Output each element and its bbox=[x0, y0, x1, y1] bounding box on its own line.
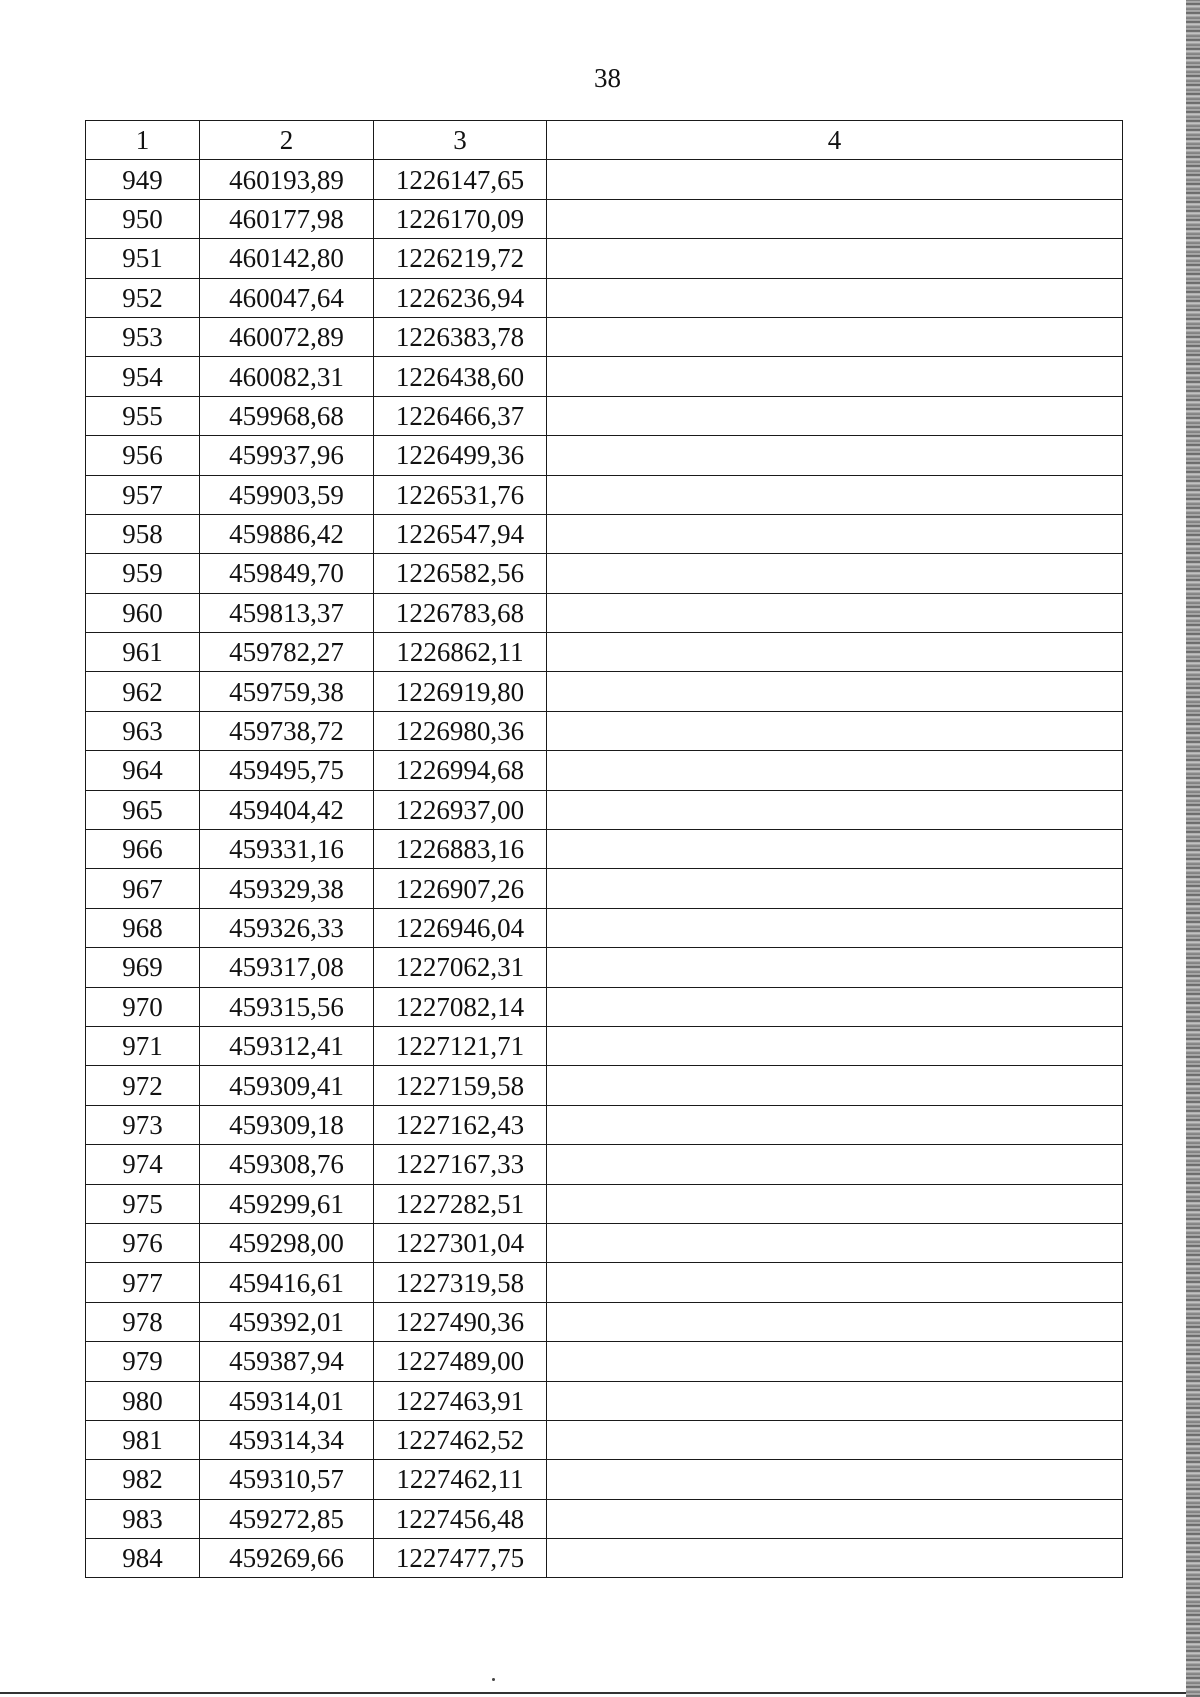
x-coordinate-cell: 459387,94 bbox=[200, 1342, 374, 1381]
table-row bbox=[86, 1302, 1123, 1341]
x-coordinate-cell: 459759,38 bbox=[200, 672, 374, 711]
x-coordinate-cell: 459495,75 bbox=[200, 751, 374, 790]
table-row bbox=[86, 396, 1123, 435]
note-cell bbox=[547, 1223, 1123, 1262]
y-coordinate-cell: 1226438,60 bbox=[374, 357, 547, 396]
point-number-cell: 952 bbox=[86, 278, 200, 317]
x-coordinate-cell: 459886,42 bbox=[200, 514, 374, 553]
table-header bbox=[86, 121, 1123, 160]
note-cell bbox=[547, 633, 1123, 672]
note-cell bbox=[547, 751, 1123, 790]
x-coordinate-cell: 460142,80 bbox=[200, 239, 374, 278]
table-row bbox=[86, 1184, 1123, 1223]
point-number-cell: 963 bbox=[86, 711, 200, 750]
point-number-cell: 973 bbox=[86, 1105, 200, 1144]
point-number-cell: 964 bbox=[86, 751, 200, 790]
x-coordinate-cell: 459404,42 bbox=[200, 790, 374, 829]
y-coordinate-cell: 1227462,11 bbox=[374, 1460, 547, 1499]
note-cell bbox=[547, 317, 1123, 356]
point-number-cell: 965 bbox=[86, 790, 200, 829]
x-coordinate-cell: 460082,31 bbox=[200, 357, 374, 396]
y-coordinate-cell: 1226383,78 bbox=[374, 317, 547, 356]
y-coordinate-cell: 1226147,65 bbox=[374, 160, 547, 199]
table-row bbox=[86, 908, 1123, 947]
header-cell-2: 2 bbox=[200, 121, 374, 160]
table-row bbox=[86, 1145, 1123, 1184]
note-cell bbox=[547, 987, 1123, 1026]
note-cell bbox=[547, 1145, 1123, 1184]
x-coordinate-cell: 460193,89 bbox=[200, 160, 374, 199]
point-number-cell: 970 bbox=[86, 987, 200, 1026]
point-number-cell: 955 bbox=[86, 396, 200, 435]
point-number-cell: 982 bbox=[86, 1460, 200, 1499]
note-cell bbox=[547, 1026, 1123, 1065]
point-number-cell: 958 bbox=[86, 514, 200, 553]
note-cell bbox=[547, 593, 1123, 632]
table-row bbox=[86, 1539, 1123, 1578]
y-coordinate-cell: 1227121,71 bbox=[374, 1026, 547, 1065]
y-coordinate-cell: 1226170,09 bbox=[374, 199, 547, 238]
x-coordinate-cell: 459813,37 bbox=[200, 593, 374, 632]
y-coordinate-cell: 1227463,91 bbox=[374, 1381, 547, 1420]
table-row bbox=[86, 1105, 1123, 1144]
point-number-cell: 967 bbox=[86, 869, 200, 908]
point-number-cell: 974 bbox=[86, 1145, 200, 1184]
table-row bbox=[86, 239, 1123, 278]
note-cell bbox=[547, 1184, 1123, 1223]
header-row bbox=[86, 121, 1123, 160]
table-row bbox=[86, 711, 1123, 750]
x-coordinate-cell: 459315,56 bbox=[200, 987, 374, 1026]
y-coordinate-cell: 1226783,68 bbox=[374, 593, 547, 632]
note-cell bbox=[547, 1263, 1123, 1302]
note-cell bbox=[547, 475, 1123, 514]
table-row bbox=[86, 436, 1123, 475]
x-coordinate-cell: 459331,16 bbox=[200, 830, 374, 869]
table-row bbox=[86, 1420, 1123, 1459]
y-coordinate-cell: 1227167,33 bbox=[374, 1145, 547, 1184]
table-row bbox=[86, 1381, 1123, 1420]
x-coordinate-cell: 459310,57 bbox=[200, 1460, 374, 1499]
y-coordinate-cell: 1227301,04 bbox=[374, 1223, 547, 1262]
table-row bbox=[86, 1499, 1123, 1538]
table-row bbox=[86, 317, 1123, 356]
point-number-cell: 983 bbox=[86, 1499, 200, 1538]
table-row bbox=[86, 830, 1123, 869]
x-coordinate-cell: 460072,89 bbox=[200, 317, 374, 356]
table-row bbox=[86, 1066, 1123, 1105]
x-coordinate-cell: 459849,70 bbox=[200, 554, 374, 593]
table-row bbox=[86, 987, 1123, 1026]
note-cell bbox=[547, 278, 1123, 317]
note-cell bbox=[547, 711, 1123, 750]
note-cell bbox=[547, 514, 1123, 553]
x-coordinate-cell: 459392,01 bbox=[200, 1302, 374, 1341]
x-coordinate-cell: 459299,61 bbox=[200, 1184, 374, 1223]
y-coordinate-cell: 1227489,00 bbox=[374, 1342, 547, 1381]
y-coordinate-cell: 1226937,00 bbox=[374, 790, 547, 829]
bottom-edge-line bbox=[0, 1692, 1186, 1694]
table-row bbox=[86, 948, 1123, 987]
note-cell bbox=[547, 1460, 1123, 1499]
y-coordinate-cell: 1227477,75 bbox=[374, 1539, 547, 1578]
y-coordinate-cell: 1226219,72 bbox=[374, 239, 547, 278]
page-number: 38 bbox=[594, 63, 621, 93]
note-cell bbox=[547, 1105, 1123, 1144]
table-row bbox=[86, 199, 1123, 238]
y-coordinate-cell: 1226236,94 bbox=[374, 278, 547, 317]
point-number-cell: 968 bbox=[86, 908, 200, 947]
y-coordinate-cell: 1227082,14 bbox=[374, 987, 547, 1026]
point-number-cell: 975 bbox=[86, 1184, 200, 1223]
header-cell-4: 4 bbox=[547, 121, 1123, 160]
point-number-cell: 951 bbox=[86, 239, 200, 278]
note-cell bbox=[547, 1539, 1123, 1578]
point-number-cell: 956 bbox=[86, 436, 200, 475]
note-cell bbox=[547, 396, 1123, 435]
table-row bbox=[86, 357, 1123, 396]
point-number-cell: 950 bbox=[86, 199, 200, 238]
y-coordinate-cell: 1226946,04 bbox=[374, 908, 547, 947]
table-row bbox=[86, 1460, 1123, 1499]
x-coordinate-cell: 459738,72 bbox=[200, 711, 374, 750]
y-coordinate-cell: 1226582,56 bbox=[374, 554, 547, 593]
point-number-cell: 971 bbox=[86, 1026, 200, 1065]
table-row bbox=[86, 1223, 1123, 1262]
coordinates-table bbox=[85, 120, 1123, 1578]
note-cell bbox=[547, 948, 1123, 987]
x-coordinate-cell: 460047,64 bbox=[200, 278, 374, 317]
x-coordinate-cell: 459937,96 bbox=[200, 436, 374, 475]
y-coordinate-cell: 1226466,37 bbox=[374, 396, 547, 435]
x-coordinate-cell: 459326,33 bbox=[200, 908, 374, 947]
point-number-cell: 953 bbox=[86, 317, 200, 356]
x-coordinate-cell: 459312,41 bbox=[200, 1026, 374, 1065]
y-coordinate-cell: 1226980,36 bbox=[374, 711, 547, 750]
point-number-cell: 959 bbox=[86, 554, 200, 593]
y-coordinate-cell: 1226907,26 bbox=[374, 869, 547, 908]
table-row bbox=[86, 475, 1123, 514]
point-number-cell: 966 bbox=[86, 830, 200, 869]
x-coordinate-cell: 459309,18 bbox=[200, 1105, 374, 1144]
point-number-cell: 977 bbox=[86, 1263, 200, 1302]
point-number-cell: 954 bbox=[86, 357, 200, 396]
note-cell bbox=[547, 1066, 1123, 1105]
table-row bbox=[86, 790, 1123, 829]
table-row bbox=[86, 278, 1123, 317]
point-number-cell: 972 bbox=[86, 1066, 200, 1105]
x-coordinate-cell: 459416,61 bbox=[200, 1263, 374, 1302]
table-row bbox=[86, 160, 1123, 199]
x-coordinate-cell: 459308,76 bbox=[200, 1145, 374, 1184]
note-cell bbox=[547, 1342, 1123, 1381]
header-cell-3: 3 bbox=[374, 121, 547, 160]
note-cell bbox=[547, 1420, 1123, 1459]
y-coordinate-cell: 1227456,48 bbox=[374, 1499, 547, 1538]
y-coordinate-cell: 1226994,68 bbox=[374, 751, 547, 790]
note-cell bbox=[547, 1381, 1123, 1420]
table-row bbox=[86, 554, 1123, 593]
x-coordinate-cell: 459272,85 bbox=[200, 1499, 374, 1538]
x-coordinate-cell: 459317,08 bbox=[200, 948, 374, 987]
table-row bbox=[86, 672, 1123, 711]
point-number-cell: 962 bbox=[86, 672, 200, 711]
table-row bbox=[86, 1263, 1123, 1302]
y-coordinate-cell: 1226531,76 bbox=[374, 475, 547, 514]
point-number-cell: 984 bbox=[86, 1539, 200, 1578]
point-number-cell: 981 bbox=[86, 1420, 200, 1459]
x-coordinate-cell: 460177,98 bbox=[200, 199, 374, 238]
point-number-cell: 978 bbox=[86, 1302, 200, 1341]
note-cell bbox=[547, 672, 1123, 711]
note-cell bbox=[547, 239, 1123, 278]
y-coordinate-cell: 1226499,36 bbox=[374, 436, 547, 475]
note-cell bbox=[547, 908, 1123, 947]
table-row bbox=[86, 869, 1123, 908]
note-cell bbox=[547, 554, 1123, 593]
point-number-cell: 957 bbox=[86, 475, 200, 514]
table-body bbox=[86, 160, 1123, 1578]
scan-edge-strip bbox=[1186, 0, 1200, 1697]
note-cell bbox=[547, 869, 1123, 908]
note-cell bbox=[547, 1499, 1123, 1538]
note-cell bbox=[547, 160, 1123, 199]
table-row bbox=[86, 633, 1123, 672]
point-number-cell: 979 bbox=[86, 1342, 200, 1381]
table-row bbox=[86, 1342, 1123, 1381]
x-coordinate-cell: 459309,41 bbox=[200, 1066, 374, 1105]
y-coordinate-cell: 1226919,80 bbox=[374, 672, 547, 711]
y-coordinate-cell: 1227282,51 bbox=[374, 1184, 547, 1223]
y-coordinate-cell: 1227319,58 bbox=[374, 1263, 547, 1302]
y-coordinate-cell: 1226883,16 bbox=[374, 830, 547, 869]
table-row bbox=[86, 1026, 1123, 1065]
y-coordinate-cell: 1227162,43 bbox=[374, 1105, 547, 1144]
point-number-cell: 961 bbox=[86, 633, 200, 672]
point-number-cell: 980 bbox=[86, 1381, 200, 1420]
y-coordinate-cell: 1227062,31 bbox=[374, 948, 547, 987]
point-number-cell: 976 bbox=[86, 1223, 200, 1262]
x-coordinate-cell: 459329,38 bbox=[200, 869, 374, 908]
table-row bbox=[86, 593, 1123, 632]
note-cell bbox=[547, 830, 1123, 869]
x-coordinate-cell: 459269,66 bbox=[200, 1539, 374, 1578]
y-coordinate-cell: 1227159,58 bbox=[374, 1066, 547, 1105]
note-cell bbox=[547, 436, 1123, 475]
table-row bbox=[86, 751, 1123, 790]
point-number-cell: 960 bbox=[86, 593, 200, 632]
y-coordinate-cell: 1227490,36 bbox=[374, 1302, 547, 1341]
point-number-cell: 969 bbox=[86, 948, 200, 987]
note-cell bbox=[547, 199, 1123, 238]
x-coordinate-cell: 459968,68 bbox=[200, 396, 374, 435]
x-coordinate-cell: 459314,34 bbox=[200, 1420, 374, 1459]
x-coordinate-cell: 459314,01 bbox=[200, 1381, 374, 1420]
y-coordinate-cell: 1226547,94 bbox=[374, 514, 547, 553]
table-row bbox=[86, 514, 1123, 553]
x-coordinate-cell: 459782,27 bbox=[200, 633, 374, 672]
header-cell-1: 1 bbox=[86, 121, 200, 160]
note-cell bbox=[547, 790, 1123, 829]
note-cell bbox=[547, 1302, 1123, 1341]
note-cell bbox=[547, 357, 1123, 396]
point-number-cell: 949 bbox=[86, 160, 200, 199]
x-coordinate-cell: 459298,00 bbox=[200, 1223, 374, 1262]
x-coordinate-cell: 459903,59 bbox=[200, 475, 374, 514]
y-coordinate-cell: 1227462,52 bbox=[374, 1420, 547, 1459]
y-coordinate-cell: 1226862,11 bbox=[374, 633, 547, 672]
scan-speck bbox=[492, 1678, 495, 1681]
